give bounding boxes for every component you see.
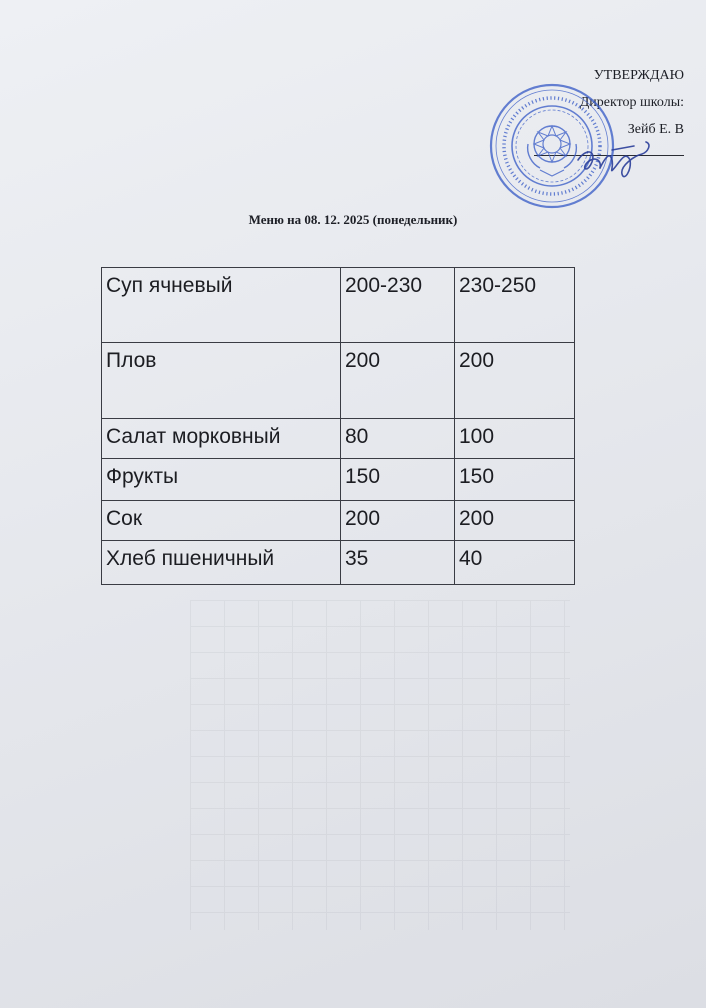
show-through-grid xyxy=(190,600,570,930)
portion-junior-cell: 200 xyxy=(341,501,455,541)
table-row xyxy=(102,541,575,585)
table-row xyxy=(102,268,575,343)
portion-junior-cell: 150 xyxy=(341,459,455,501)
dish-name-cell: Суп ячневый xyxy=(102,268,341,343)
dish-name-cell: Хлеб пшеничный xyxy=(102,541,341,585)
table-row xyxy=(102,459,575,501)
dish-name-cell: Плов xyxy=(102,343,341,419)
menu-title: Меню на 08. 12. 2025 (понедельник) xyxy=(248,212,458,227)
menu-table xyxy=(101,267,575,585)
portion-junior-cell: 35 xyxy=(341,541,455,585)
portion-senior-cell: 100 xyxy=(455,419,575,459)
dish-name-cell: Салат морковный xyxy=(102,419,341,459)
portion-junior-cell: 200 xyxy=(341,343,455,419)
portion-junior-cell: 80 xyxy=(341,419,455,459)
table-row xyxy=(102,343,575,419)
table-row xyxy=(102,501,575,541)
portion-junior-cell: 200-230 xyxy=(341,268,455,343)
portion-senior-cell: 200 xyxy=(455,501,575,541)
portion-senior-cell: 40 xyxy=(455,541,575,585)
portion-senior-cell: 230-250 xyxy=(455,268,575,343)
dish-name-cell: Фрукты xyxy=(102,459,341,501)
handwritten-signature-icon xyxy=(572,130,664,188)
approver-name: Зейб Е. В xyxy=(627,122,684,137)
portion-senior-cell: 150 xyxy=(455,459,575,501)
approver-position: Директор школы: xyxy=(579,95,684,110)
portion-senior-cell: 200 xyxy=(455,343,575,419)
table-row xyxy=(102,419,575,459)
approval-heading: УТВЕРЖДАЮ xyxy=(593,68,684,83)
dish-name-cell: Сок xyxy=(102,501,341,541)
